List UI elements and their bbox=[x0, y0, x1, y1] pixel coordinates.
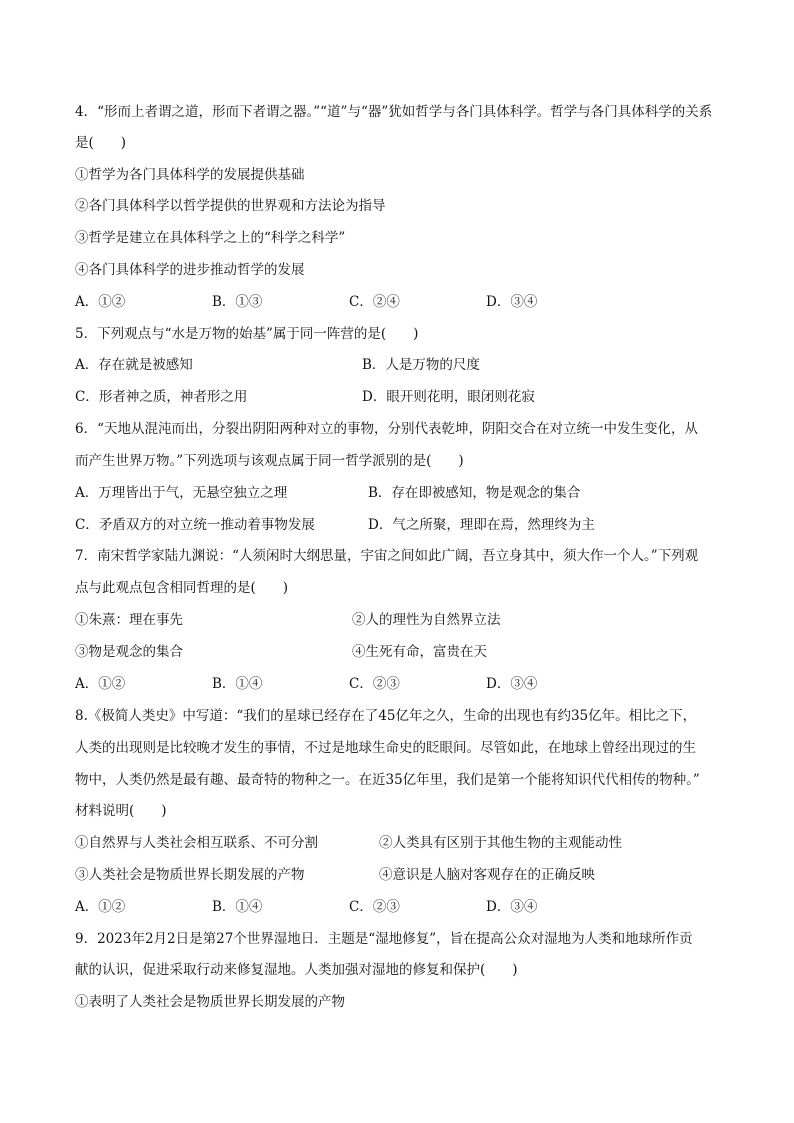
q6-option-c: C．矛盾双方的对立统一推动着事物发展 bbox=[75, 517, 315, 533]
q8-option-b: B．①④ bbox=[212, 899, 263, 915]
q5-option-d: D．眼开则花明，眼闭则花寂 bbox=[362, 389, 535, 405]
q5-option-a: A．存在就是被感知 bbox=[75, 357, 193, 373]
q8-stem-line-3: 物中，人类仍然是最有趣、最奇特的物种之一。在近35亿年里，我们是第一个能将知识代代相传的物种。” bbox=[75, 772, 700, 788]
q9-stem-line-2: 献的认识，促进采取行动来修复湿地。人类加强对湿地的修复和保护( ) bbox=[75, 962, 518, 978]
q4-statement-4: ④各门具体科学的进步推动哲学的发展 bbox=[75, 262, 305, 278]
q9-statement-1: ①表明了人类社会是物质世界长期发展的产物 bbox=[75, 994, 345, 1010]
q8-stem-line-4: 材料说明( ) bbox=[75, 803, 167, 819]
q4-stem-line-2: 是( ) bbox=[75, 135, 127, 151]
q8-statement-3: ③人类社会是物质世界长期发展的产物 bbox=[75, 867, 305, 883]
q4-option-b: B．①③ bbox=[212, 294, 263, 310]
q6-stem-line-1: 6．“天地从混沌而出，分裂出阴阳两种对立的事物，分别代表乾坤，阴阳交合在对立统一中发生变化，从 bbox=[75, 421, 698, 437]
q8-statement-4: ④意识是人脑对客观存在的正确反映 bbox=[379, 867, 595, 883]
q4-statement-1: ①哲学为各门具体科学的发展提供基础 bbox=[75, 167, 305, 183]
q8-option-c: C．②③ bbox=[349, 899, 400, 915]
q7-option-c: C．②③ bbox=[349, 676, 400, 692]
q5-option-c: C．形者神之质，神者形之用 bbox=[75, 389, 248, 405]
q7-option-b: B．①④ bbox=[212, 676, 263, 692]
q4-statement-3: ③哲学是建立在具体科学之上的“科学之科学” bbox=[75, 230, 346, 246]
q7-stem-line-2: 点与此观点包含相同哲理的是( ) bbox=[75, 580, 289, 596]
q4-option-c: C．②④ bbox=[349, 294, 400, 310]
q4-option-a: A．①② bbox=[75, 294, 126, 310]
q8-stem-line-1: 8.《极简人类史》中写道：“我们的星球已经存在了45亿年之久，生命的出现也有约35亿年。相比之下， bbox=[75, 708, 697, 724]
q6-option-d: D．气之所聚，理即在焉，然理终为主 bbox=[368, 517, 595, 533]
q8-option-d: D．③④ bbox=[486, 899, 538, 915]
q5-stem: 5．下列观点与“水是万物的始基”属于同一阵营的是( ) bbox=[75, 326, 419, 342]
q7-option-a: A．①② bbox=[75, 676, 126, 692]
q7-statement-2: ②人的理性为自然界立法 bbox=[352, 612, 501, 628]
q7-statement-1: ①朱熹：理在事先 bbox=[75, 612, 183, 628]
q8-statement-1: ①自然界与人类社会相互联系、不可分割 bbox=[75, 835, 318, 851]
q4-stem-line-1: 4．“形而上者谓之道，形而下者谓之器。”“道”与“器”犹如哲学与各门具体科学。哲学与各门具体科学的关系 bbox=[75, 104, 713, 120]
q4-statement-2: ②各门具体科学以哲学提供的世界观和方法论为指导 bbox=[75, 198, 386, 214]
q6-stem-line-2: 而产生世界万物。”下列选项与该观点属于同一哲学派别的是( ) bbox=[75, 453, 464, 469]
q6-option-b: B．存在即被感知，物是观念的集合 bbox=[368, 485, 581, 501]
q7-statement-3: ③物是观念的集合 bbox=[75, 644, 183, 660]
q8-option-a: A．①② bbox=[75, 899, 126, 915]
q5-option-b: B．人是万物的尺度 bbox=[362, 357, 480, 373]
q7-statement-4: ④生死有命，富贵在天 bbox=[352, 644, 487, 660]
q7-option-d: D．③④ bbox=[486, 676, 538, 692]
q7-stem-line-1: 7．南宋哲学家陆九渊说：“人须闲时大纲思量，宇宙之间如此广阔，吾立身其中，须大作一个人。”下列观 bbox=[75, 548, 699, 564]
q9-stem-line-1: 9．2023年2月2日是第27个世界湿地日．主题是“湿地修复”，旨在提高公众对湿地为人类和地球所作贡 bbox=[75, 931, 693, 947]
q6-option-a: A．万理皆出于气，无悬空独立之理 bbox=[75, 485, 288, 501]
q8-statement-2: ②人类具有区别于其他生物的主观能动性 bbox=[379, 835, 622, 851]
q4-option-d: D．③④ bbox=[486, 294, 538, 310]
q8-stem-line-2: 人类的出现则是比较晚才发生的事情，不过是地球生命史的眨眼间。尽管如此，在地球上曾经出现过的生 bbox=[75, 740, 696, 756]
